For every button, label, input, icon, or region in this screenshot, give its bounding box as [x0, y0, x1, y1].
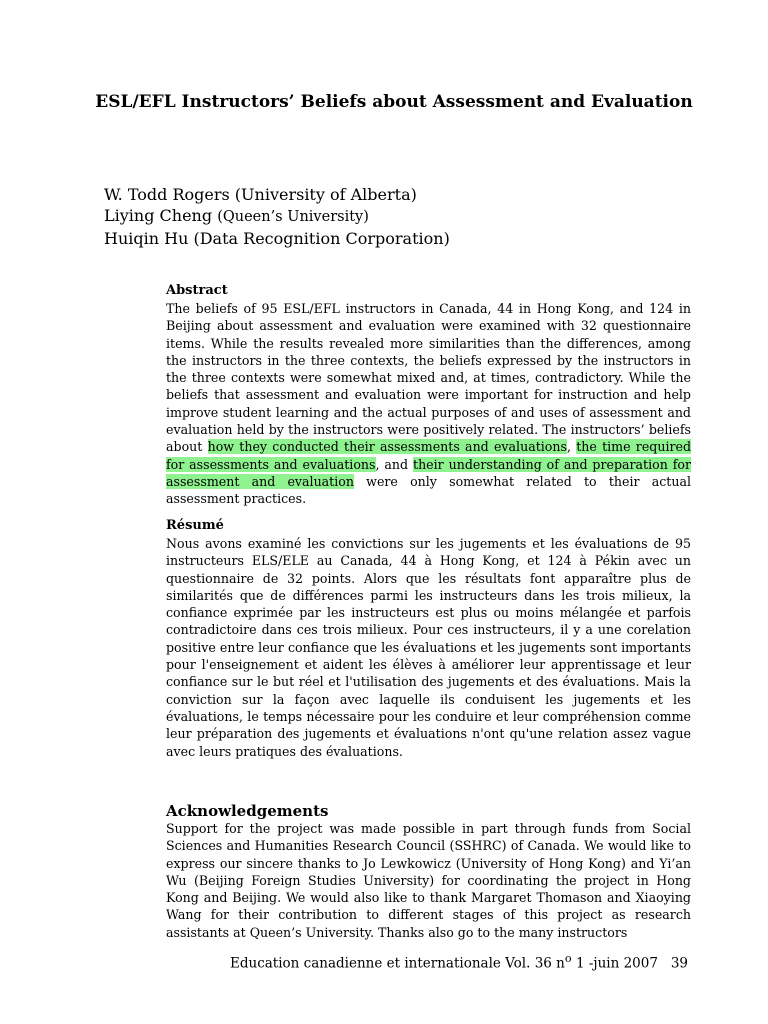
journal-citation: Education canadienne et internationale Vol. 36 n: [230, 955, 565, 972]
acknowledgements-heading: Acknowledgements: [166, 802, 329, 820]
abstract-section: [166, 282, 691, 508]
paper-title: ESL/EFL Instructors’ Beliefs about Assessment and Evaluation: [95, 92, 693, 112]
page-number: 39: [670, 955, 688, 972]
abstract-text-part: , and: [375, 456, 414, 472]
acknowledgements-text: Support for the project was made possible in part through funds from Social Sciences and Humanities Research Council (SSHRC) of Canada. We would like to express our sincere thanks to Jo Lewkowicz (University of Hong Kong) and Yi’an Wu (Beijing Foreign Studies University) for coordinating the project in Hong Kong and Beijing. We would also like to thank Margaret Thomason and Xiaoying Wang for their contribution to different stages of this project as research assistants at Queen’s University. Thanks also go to the many instructors: [166, 821, 691, 940]
acknowledgements-section: [166, 802, 691, 941]
resume-heading: Résumé: [166, 518, 224, 533]
author-line: [104, 184, 450, 205]
author-list: [104, 184, 450, 249]
author-name: W. Todd Rogers: [104, 185, 230, 204]
author-name: Liying Cheng: [104, 206, 213, 225]
abstract-text: [166, 300, 691, 508]
author-affiliation: (Data Recognition Corporation): [193, 229, 450, 248]
abstract-heading: Abstract: [166, 283, 228, 298]
resume-section: [166, 517, 691, 760]
page-footer: [230, 950, 688, 973]
abstract-text-part: The beliefs of 95 ESL/EFL instructors in Canada, 44 in Hong Kong, and 124 in Beijing about assessment and evaluation were examined with 32 questionnaire items. While the results revealed more similarities than the differences, among the instructors in the three contexts, the beliefs expressed by the instructors in the three contexts were somewhat mixed and, at times, contradictory. While the beliefs that assessment and evaluation were important for instruction and help improve student learning and the actual purposes of and uses of assessment and evaluation held by the instructors were positively related. The instructors’ beliefs about: [166, 301, 691, 455]
abstract-text-part: ,: [566, 439, 577, 455]
number-superscript: o: [564, 952, 572, 965]
journal-issue: 1 -juin 2007: [571, 955, 658, 972]
author-affiliation: (Queen’s University): [217, 209, 369, 225]
author-affiliation: (University of Alberta): [234, 185, 417, 204]
highlighted-text: their understanding of and preparation for assessment and evaluation: [166, 456, 692, 489]
author-line: [104, 205, 450, 228]
highlighted-text: the time required for assessments and evaluations: [166, 439, 692, 472]
author-line: [104, 228, 450, 249]
resume-text: Nous avons examiné les convictions sur les jugements et les évaluations de 95 instructeurs ELS/ELE au Canada, 44 à Hong Kong, et 124 à Pékin avec un questionnaire de 32 points. Alors que les résultats font apparaître plus de similarités que de différences parmi les instructeurs dans les trois milieux, la confiance exprimée par les instructeurs est plus ou moins mélangée et parfois contradictoire dans ces trois milieux. Pour ces instructeurs, il y a une corelation positive entre leur confiance que les évaluations et les jugements sont importants pour l'enseignement et aident les élèves à améliorer leur apprentissage et leur confiance sur le but réel et l'utilisation des jugements et des évaluations. Mais la conviction sur la façon avec laquelle ils conduisent les jugements et les évaluations, le temps nécessaire pour les conduire et leur compréhension comme leur préparation des jugements et évaluations n'ont qu'une relation assez vague avec leurs pratiques des évaluations.: [166, 536, 691, 759]
highlighted-text: how they conducted their assessments and evaluations: [207, 439, 567, 455]
abstract-text-part: were only somewhat related to their actual assessment practices.: [166, 473, 691, 507]
author-name: Huiqin Hu: [104, 229, 189, 248]
